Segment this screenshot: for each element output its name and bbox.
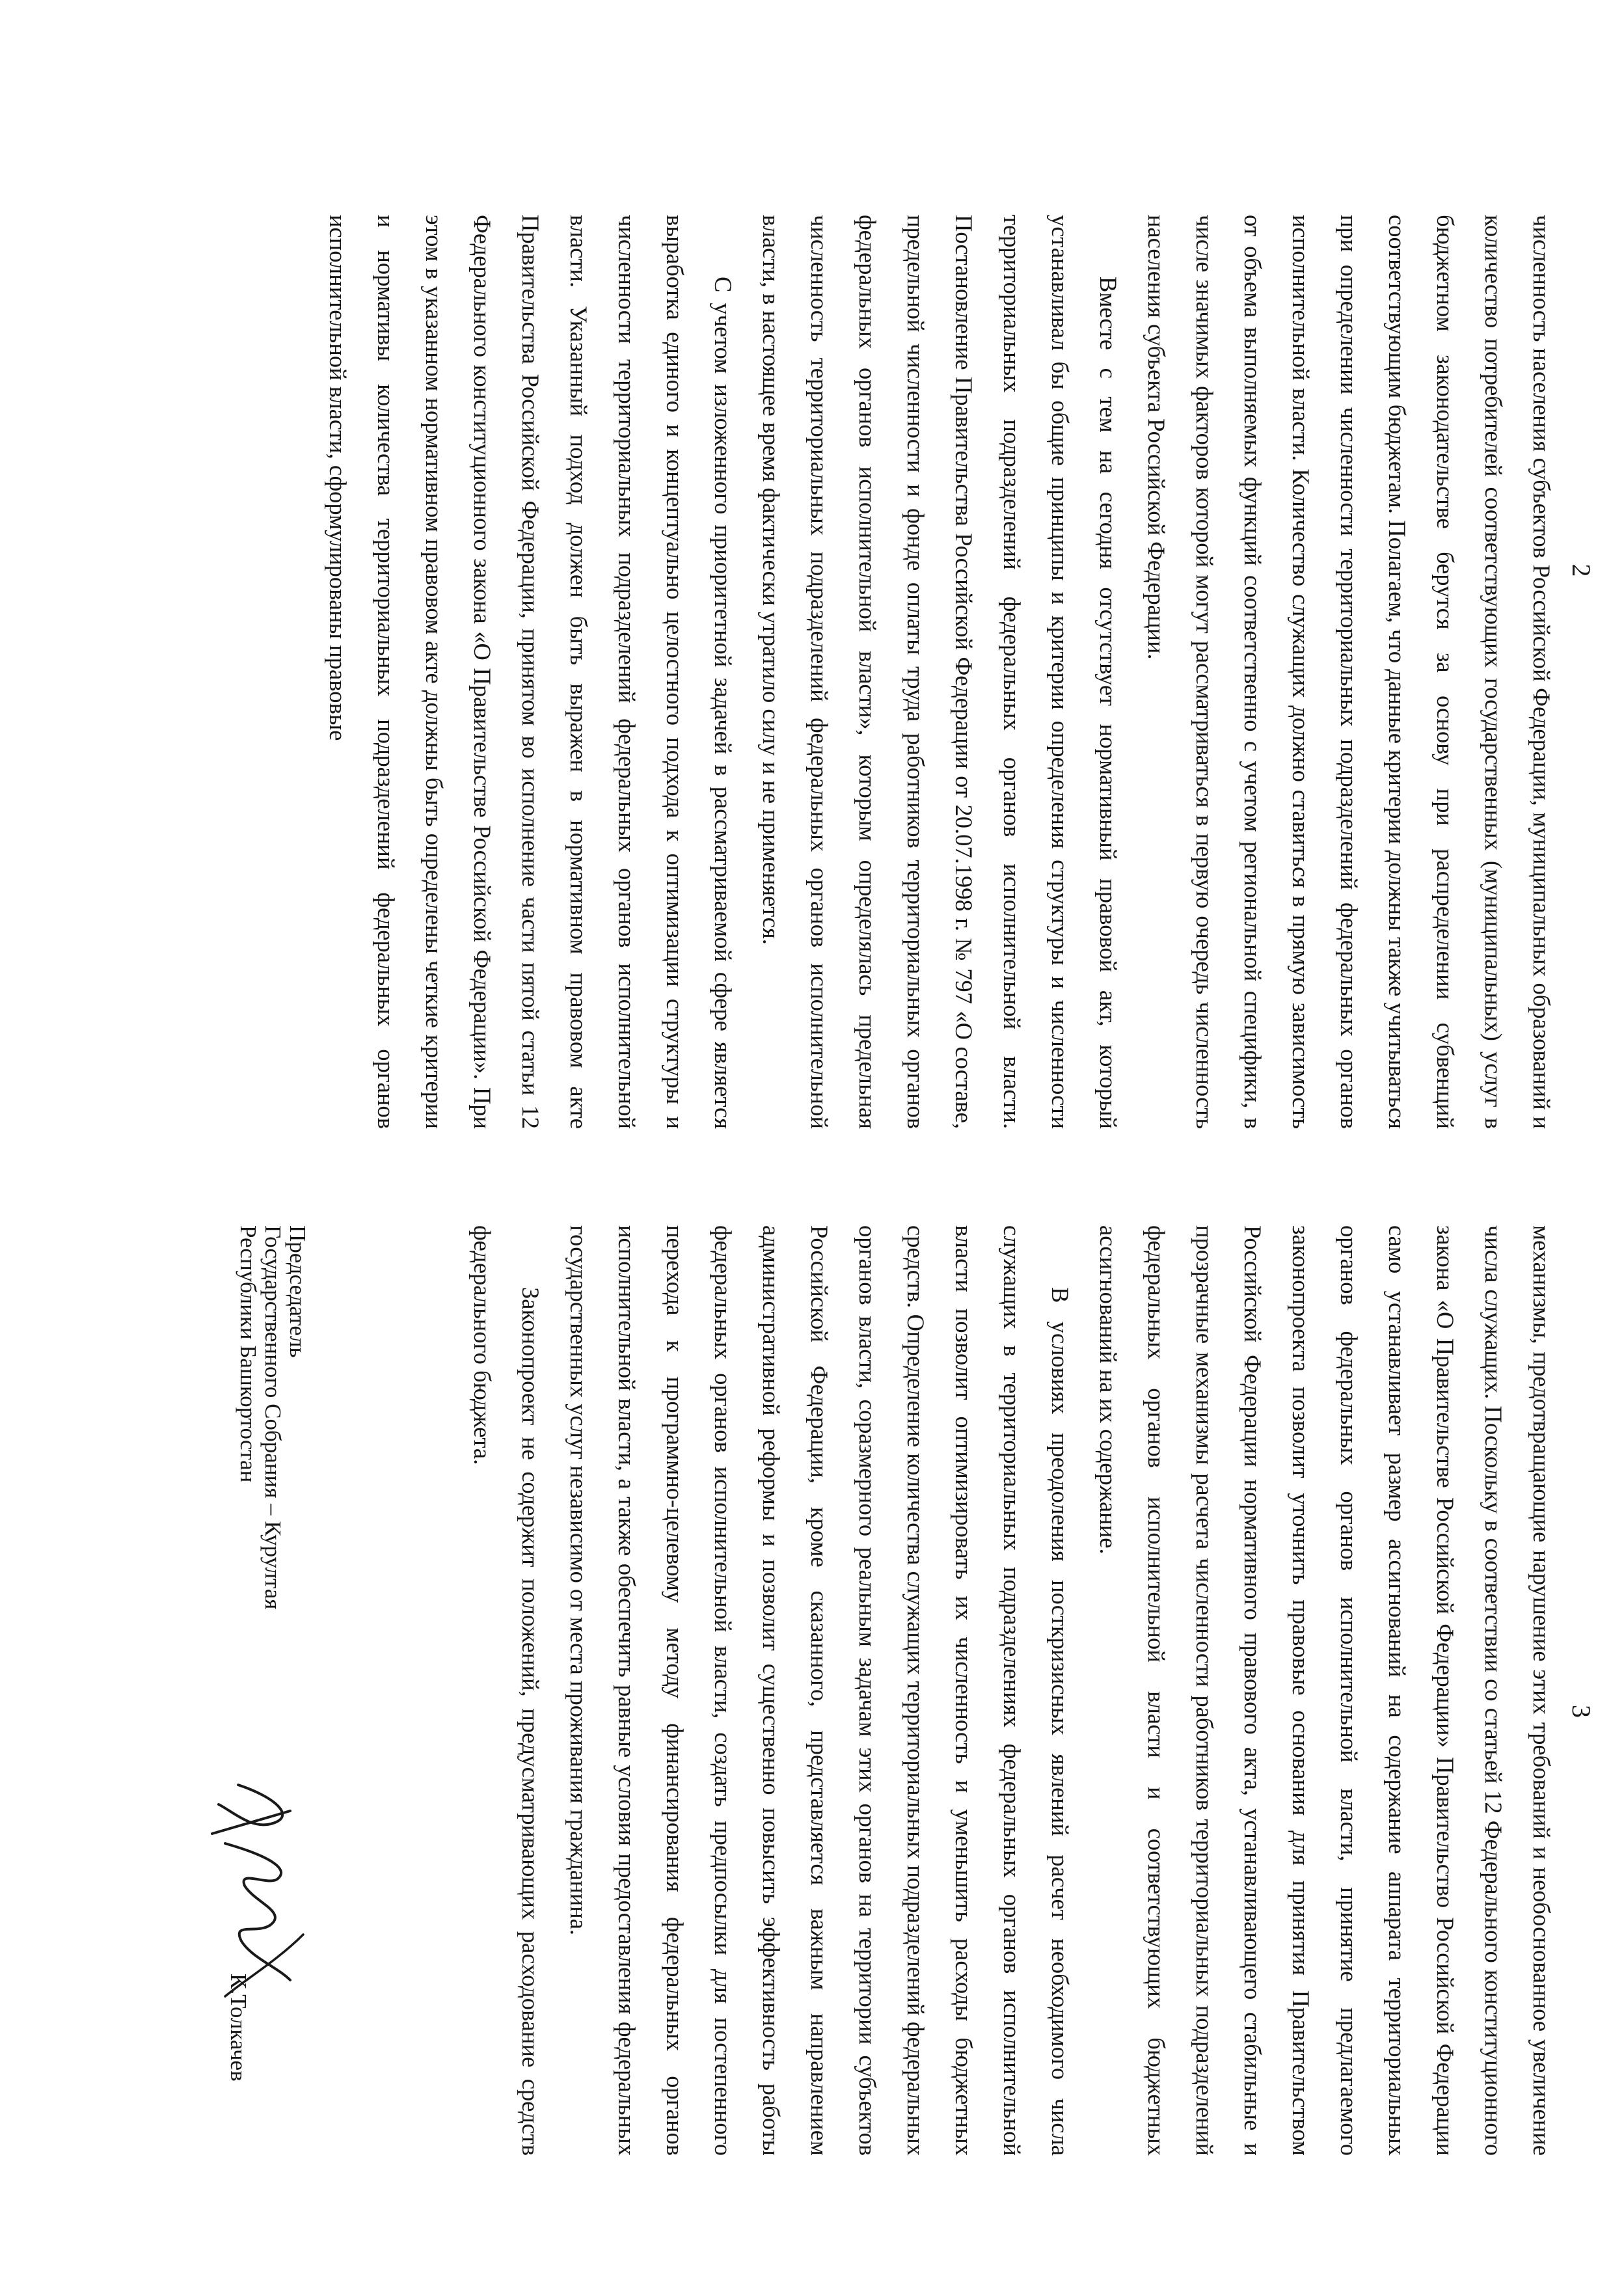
signatory-title-line: Председатель: [285, 1225, 310, 1358]
page-3: [0, 1141, 1624, 2282]
signature-block: [121, 1225, 310, 2156]
page-number: 2: [1567, 564, 1596, 577]
signatory-name: К.Толкачев: [226, 1974, 251, 2082]
paragraph: численность населения субъектов Российской Федерации, муниципальных образований и количество потребителей соответствующих государственных (муниципальных) услуг в бюджетном законодательстве берутся за основу при распределении субвенций соответствующим бюджетам. Полагаем, что данные критерии должны также учитываться при определении численности территориальных подразделений федеральных органов исполнительной власти. Количество служащих должно ставиться в прямую зависимость от объема выполняемых функций соответственно с учетом региональной специфики, в числе значимых факторов которой могут рассматриваться в первую очередь численность населения субъекта Российской Федерации.: [1143, 215, 1555, 1129]
page-number: 3: [1567, 1705, 1596, 1718]
body-text: [458, 1225, 1565, 2156]
signatory-title-line: Государственного Собрания – Курултая: [260, 1225, 286, 1610]
signatory-title: [236, 1225, 310, 1609]
paragraph: механизмы, предотвращающие нарушение этих требований и необоснованное увеличение числа служащих. Поскольку в соответствии со статьей 12 Федерального конституционного закона «О Правительстве Российской Федерации» Правительство Российской Федерации само устанавливает размер ассигнований на содержание аппарата территориальных органов федеральных органов исполнительной власти, принятие предлагаемого законопроекта позволит уточнить правовые основания для принятия Правительством Российской Федерации нормативного правового акта, устанавливающего стабильные и прозрачные механизмы расчета численности работников территориальных подразделений федеральных органов исполнительной власти и соответствующих бюджетных ассигнований на их содержание.: [1095, 1225, 1555, 2156]
paragraph: В условиях преодоления посткризисных явлений расчет необходимого числа служащих в территориальных подразделениях федеральных органов исполнительной власти позволит оптимизировать их численность и уменьшить расходы бюджетных средств. Определение количества служащих территориальных подразделений федеральных органов власти, соразмерного реальным задачам этих органов на территории субъектов Российской Федерации, кроме сказанного, представляется важным направлением административной реформы и позволит существенно повысить эффективность работы федеральных органов исполнительной власти, создать предпосылки для постепенного перехода к программно-целевому методу финансирования федеральных органов исполнительной власти, а также обеспечить равные условия предоставления федеральных государственных услуг независимо от места проживания гражданина.: [565, 1225, 1074, 2156]
paragraph: Вместе с тем на сегодня отсутствует нормативный правовой акт, который устанавливал бы общие принципы и критерии определения структуры и численности территориальных подразделений федеральных органов исполнительной власти. Постановление Правительства Российской Федерации от 20.07.1998 г. № 797 «О составе, предельной численности и фонде оплаты труда работников территориальных органов федеральных органов исполнительной власти», которым определялась предельная численность территориальных подразделений федеральных органов исполнительной власти, в настоящее время фактически утратило силу и не применяется.: [758, 215, 1122, 1129]
paragraph: Законопроект не содержит положений, предусматривающих расходование средств федерального бюджета.: [469, 1225, 544, 2156]
signatory-title-line: Республики Башкортостан: [236, 1225, 261, 1483]
handwritten-signature-icon: [199, 1772, 316, 2006]
paragraph: С учетом изложенного приоритетной задачей в рассматриваемой сфере является выработка единого и концептуально целостного подхода к оптимизации структуры и численности территориальных подразделений федеральных органов исполнительной власти. Указанный подход должен быть выражен в нормативном правовом акте Правительства Российской Федерации, принятом во исполнение части пятой статьи 12 Федерального конституционного закона «О Правительстве Российской Федерации». При этом в указанном нормативном правовом акте должны быть определены четкие критерии и нормативы количества территориальных подразделений федеральных органов исполнительной власти, сформулированы правовые: [325, 215, 737, 1129]
body-text: [314, 215, 1565, 1129]
